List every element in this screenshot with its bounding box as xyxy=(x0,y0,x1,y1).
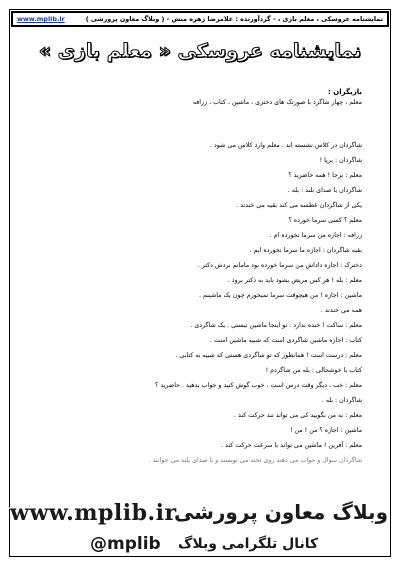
text-line: دخترک : اجازه داداش من سرما خورده بود مامانم بردش دکتر . xyxy=(197,262,362,269)
text-line: کتاب با خوشحالی : بله من شاگردم ! xyxy=(265,367,362,374)
text-line: معلم : ساکت ! خنده ندارد . تو اینجا ماشین نیستی . یک شاگردی . xyxy=(190,322,362,329)
watermark-top-row xyxy=(0,500,400,528)
text-line: شاگردان با صدای بلند : بله . xyxy=(287,187,362,194)
cast-heading: بازیگران : xyxy=(328,88,362,96)
watermark-blog-name: وبلاگ معاون پرورشی xyxy=(173,500,388,524)
text-line: همه می خندند . xyxy=(320,307,362,314)
watermark-handle: @mplib xyxy=(90,534,161,554)
watermark-bottom-row xyxy=(0,534,400,556)
text-line: شاگردان سوال و جواب می دهند روی تخته می نویسند و با صدای بلند می خوانند . xyxy=(148,457,362,464)
watermark-url: www.mplib.ir xyxy=(10,500,177,526)
text-line: زرافه : اجازه من سرما نخورده ام . xyxy=(269,232,362,239)
watermark-channel: کانال تلگرامی وبلاگ xyxy=(178,536,319,552)
text-line: معلم ؟ کسی سرما خورده ؟ xyxy=(288,217,362,224)
text-line: بقیه شاگردان : اجازه ما سرما نخورده ایم . xyxy=(249,247,362,254)
text-line: شاگردان : بله . xyxy=(321,397,362,404)
text-line: شاگردان : برپا ! xyxy=(319,157,362,164)
text-line: شاگردان در کلاس نشسته اند . معلم وارد کلاس می شود . xyxy=(210,142,362,149)
text-line: معلم : خب ، دیگر وقت درس است . خوب گوش کنید و جواب بدهید . حاضرید ؟ xyxy=(154,382,362,389)
text-line: یکی از شاگردان عطسه می کند بقیه می خندند . xyxy=(236,202,362,209)
text-line: ماشین : اجازه ؟ من ! من ! xyxy=(289,427,362,434)
header-band xyxy=(11,11,389,27)
header-title: نمایشنامه عروسکی ، معلم بازی ، - گردآورنده : غلامرضا زهره منش - ( وبلاگ معاون پرورشی ) xyxy=(85,15,383,23)
text-line: معلم : به من بگویید کی می تواند تند حرکت کند . xyxy=(234,412,362,419)
text-line: معلم ، چهار شاگرد با صورتک های دختری ، ماشین ، کتاب ، زرافه xyxy=(192,99,362,106)
text-line: معلم : درست است ! همانطور که تو شاگردی هستی که شبیه به کتابی . xyxy=(175,352,362,359)
text-line: معلم : بله ! هر کس مریض بشود باید به دکتر برود . xyxy=(227,277,362,284)
text-line: معلم : آفرین ! ماشین می تواند با سرعت حرکت کند . xyxy=(221,442,362,449)
text-line: ماشین : اجازه ! من هیچوقت سرما نمیخورم چون یک ماشینم . xyxy=(198,292,362,299)
text-line: معلم : برجا ! همه حاضرید ؟ xyxy=(288,172,362,179)
page-title: نمایشنامه عروسکی « معلم بازی » xyxy=(38,40,362,62)
header-site-link[interactable]: www.mplib.ir xyxy=(17,15,65,23)
text-line: کتاب : اجازه ماشین شاگردی است که شبیه ماشین است . xyxy=(210,337,362,344)
